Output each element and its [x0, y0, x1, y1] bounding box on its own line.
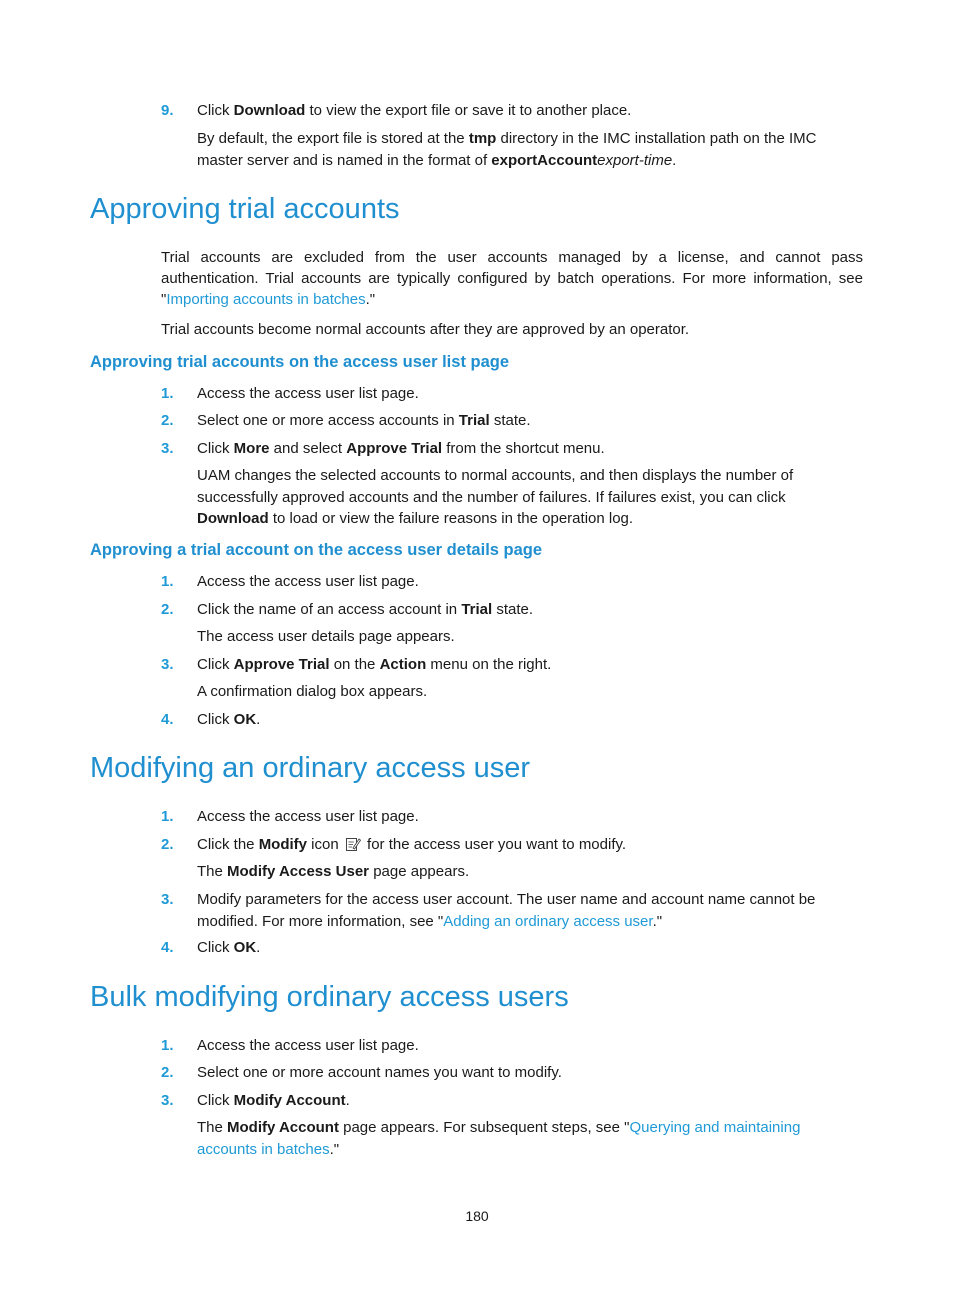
- step-number: 4.: [161, 711, 174, 728]
- step-number: 2.: [161, 1064, 174, 1081]
- step-note: By default, the export file is stored at the tmp directory in the IMC installation path on the IMC master server and is named in the format of exportAccountexport-time.: [197, 130, 817, 169]
- step-text: Click Approve Trial on the Action menu on the right.: [197, 656, 552, 673]
- step-number: 1.: [161, 808, 174, 825]
- link-querying-accounts[interactable]: Querying and maintaining accounts in batches: [197, 1119, 801, 1158]
- link-adding-user[interactable]: Adding an ordinary access user: [443, 912, 653, 930]
- step-text: Click the Modify icon for the access user you want to modify.: [197, 836, 627, 853]
- subheading-list-page: Approving trial accounts on the access user list page: [90, 353, 510, 371]
- step-text: Access the access user list page.: [197, 1037, 419, 1054]
- step-text: Click Download to view the export file or save it to another place.: [197, 102, 632, 119]
- step-number: 2.: [161, 836, 174, 853]
- step-note: The Modify Account page appears. For subsequent steps, see "Querying and maintaining accounts in batches.": [197, 1119, 801, 1158]
- section-heading-approving-trial: Approving trial accounts: [90, 193, 400, 225]
- step-number: 1.: [161, 385, 174, 402]
- step-text: Click OK.: [197, 939, 261, 956]
- modify-icon: [345, 836, 361, 852]
- step-number: 9.: [161, 102, 174, 119]
- page-number: 180: [465, 1208, 489, 1224]
- step-number: 3.: [161, 1092, 174, 1109]
- step-note: The Modify Access User page appears.: [197, 863, 470, 880]
- step-number: 3.: [161, 656, 174, 673]
- step-text: Modify parameters for the access user account. The user name and account name cannot be modified. For more information, see "Adding an ordinary access user.": [197, 891, 816, 930]
- step-text: Access the access user list page.: [197, 808, 419, 825]
- step-text: Access the access user list page.: [197, 385, 419, 402]
- step-note: A confirmation dialog box appears.: [197, 683, 428, 700]
- step-text: Access the access user list page.: [197, 573, 419, 590]
- paragraph: Trial accounts are excluded from the user accounts managed by a license, and cannot pass authentication. Trial accounts are typically configured by batch operations. For more information, see "Importing accounts in batches.": [161, 249, 863, 308]
- subheading-details-page: Approving a trial account on the access user details page: [90, 541, 543, 559]
- section-heading-modifying-user: Modifying an ordinary access user: [90, 752, 531, 784]
- paragraph: Trial accounts become normal accounts after they are approved by an operator.: [161, 321, 690, 338]
- step-number: 1.: [161, 1037, 174, 1054]
- step-number: 1.: [161, 573, 174, 590]
- step-text: Select one or more access accounts in Trial state.: [197, 412, 531, 429]
- link-importing-accounts[interactable]: Importing accounts in batches: [166, 291, 366, 308]
- step-text: Click OK.: [197, 711, 261, 728]
- step-note: The access user details page appears.: [197, 628, 455, 645]
- step-text: Click the name of an access account in Trial state.: [197, 601, 534, 618]
- step-text: Click Modify Account.: [197, 1092, 350, 1109]
- step-number: 3.: [161, 440, 174, 457]
- step-number: 2.: [161, 601, 174, 618]
- section-heading-bulk-modifying: Bulk modifying ordinary access users: [90, 981, 569, 1013]
- step-number: 3.: [161, 891, 174, 908]
- step-note: UAM changes the selected accounts to normal accounts, and then displays the number of successfully approved accounts and the number of failures. If failures exist, you can click Download to load or view the failure reasons in the operation log.: [197, 467, 794, 527]
- step-number: 2.: [161, 412, 174, 429]
- step-text: Click More and select Approve Trial from the shortcut menu.: [197, 440, 605, 457]
- step-number: 4.: [161, 939, 174, 956]
- step-text: Select one or more account names you want to modify.: [197, 1064, 562, 1081]
